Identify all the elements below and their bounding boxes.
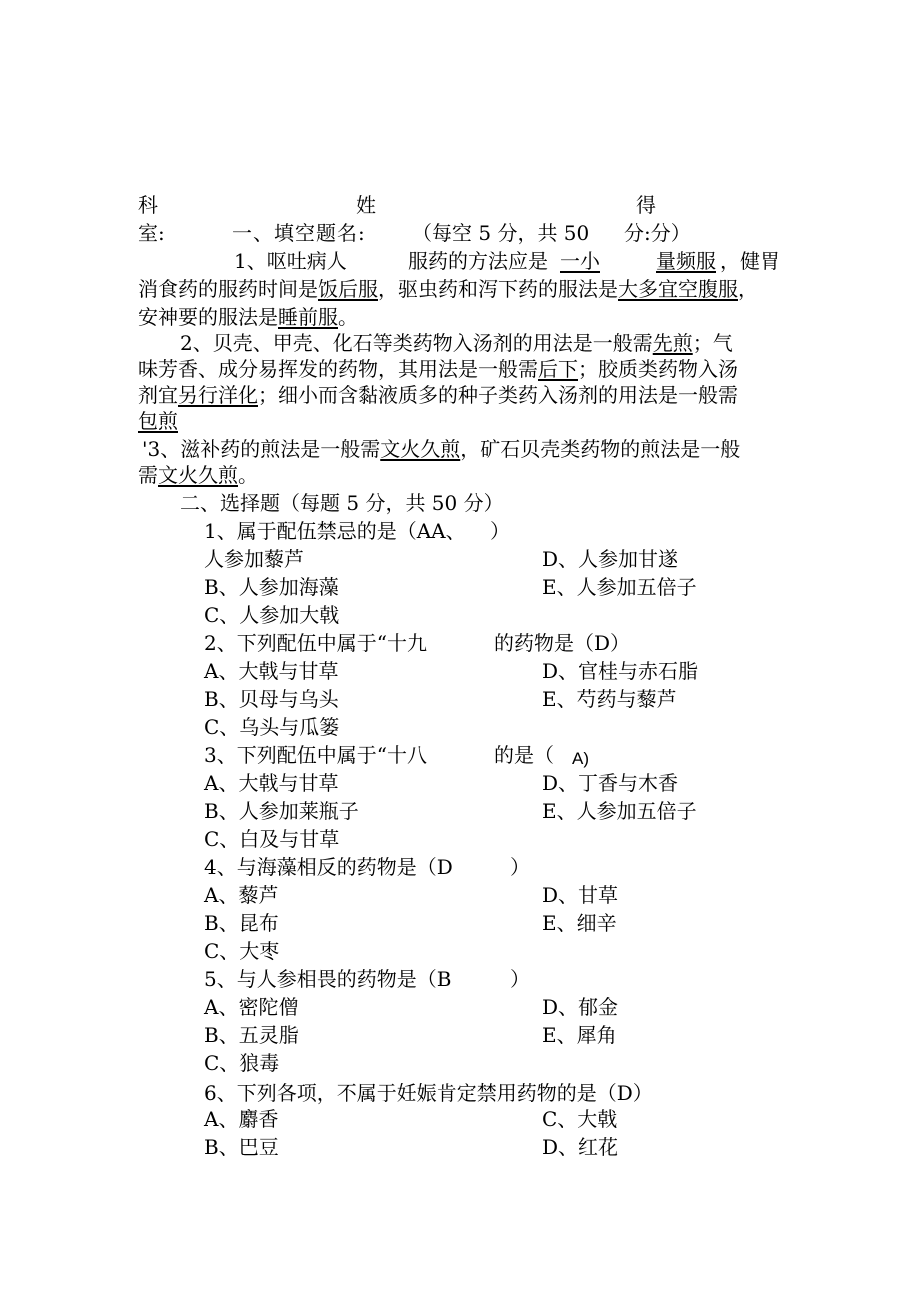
- choice-q5-stem: 5、与人参相畏的药物是（B: [204, 967, 452, 991]
- choice-q4-stem: 4、与海藻相反的药物是（D: [204, 855, 453, 879]
- choice-q1-option-c: C、人参加大戟: [204, 603, 340, 627]
- fill-q1-mid: 服药的方法应是: [408, 249, 548, 273]
- choice-q1-option-d: D、人参加甘遂: [542, 547, 679, 571]
- fill-q2-line2: [138, 356, 738, 382]
- choice-q5-close: ）: [510, 967, 530, 991]
- choice-q2-option-e: E、芍药与藜芦: [542, 687, 677, 711]
- choice-q3-stem-2: 的是（: [494, 743, 554, 767]
- section2-title: 二、选择题（每题 5 分，共 50 分）: [180, 491, 504, 515]
- choice-q4-option-e: E、细辛: [542, 911, 617, 935]
- fill-q1-answer-4: 大多宜空腹服: [618, 277, 738, 301]
- section1-score: （每空 5 分，共 50: [412, 221, 590, 245]
- choice-q5-option-c: C、狼毒: [204, 1051, 280, 1075]
- fill-q2-answer-3: 另行洋化: [178, 383, 258, 407]
- fill-q2-l2-pre: 味芳香、成分易挥发的药物，其用法是一般需: [138, 357, 538, 381]
- choice-q6-option-b: B、巴豆: [204, 1135, 279, 1159]
- fill-q1-answer-3: 饭后服: [318, 277, 378, 301]
- fill-q1-l3-pre: 安神要的服法是: [138, 305, 278, 329]
- choice-q3-answer: A): [572, 749, 589, 768]
- choice-q1-close: ）: [490, 519, 510, 543]
- choice-q3-option-b: B、人参加莱瓶子: [204, 799, 359, 823]
- fill-q3-line1: [142, 436, 740, 462]
- choice-q3-option-a: A、大戟与甘草: [204, 771, 339, 795]
- choice-q6-option-c: C、大戟: [542, 1107, 618, 1131]
- choice-q2-option-c: C、乌头与瓜篓: [204, 715, 340, 739]
- fill-q1-answer-1: 一小: [560, 249, 600, 273]
- choice-q1-option-a: 人参加藜芦: [204, 547, 304, 571]
- choice-q5-option-a: A、密陀僧: [204, 995, 299, 1019]
- choice-q1-option-e: E、人参加五倍子: [542, 575, 697, 599]
- fill-q3-line2: [138, 462, 258, 488]
- header-shi: 室:: [138, 221, 165, 245]
- header-de: 得: [636, 193, 656, 217]
- choice-q3-option-c: C、白及与甘草: [204, 827, 340, 851]
- choice-q2-stem: 2、下列配伍中属于“十九: [204, 631, 427, 655]
- fill-q1-l3-end: 。: [338, 305, 358, 329]
- fill-q2-l3-end: ；细小而含黏液质多的种子类药入汤剂的用法是一般需: [258, 383, 738, 407]
- fill-q1-end: ，健胃: [720, 249, 780, 273]
- section1-fen: 分:分）: [624, 221, 691, 245]
- choice-q1-stem: 1、属于配伍禁忌的是（AA、: [204, 519, 466, 543]
- choice-q4-option-b: B、昆布: [204, 911, 279, 935]
- fill-q2-answer-2: 后下: [538, 357, 578, 381]
- fill-q2-answer-4: 包煎: [138, 409, 178, 433]
- fill-q2-line1: [180, 330, 733, 356]
- choice-q4-option-a: A、藜芦: [204, 883, 279, 907]
- fill-q1-answer-5: 睡前服: [278, 305, 338, 329]
- section1-title: 一、填空题名:: [232, 221, 366, 245]
- choice-q2-option-b: B、贝母与乌头: [204, 687, 339, 711]
- fill-q1-line3: [138, 304, 358, 330]
- fill-q1-answer-2: 量频服: [656, 249, 716, 273]
- fill-q2-l1-pre: 2、贝壳、甲壳、化石等类药物入汤剂的用法是一般需: [180, 331, 653, 355]
- fill-q1-l2-pre: 消食药的服药时间是: [138, 277, 318, 301]
- fill-q1-l2-end: ，: [738, 277, 758, 301]
- choice-q2-option-a: A、大戟与甘草: [204, 659, 339, 683]
- choice-q2-stem-2: 的药物是（D）: [494, 631, 631, 655]
- choice-q3-option-e: E、人参加五倍子: [542, 799, 697, 823]
- fill-q3-l1-end: ，矿石贝壳类药物的煎法是一般: [460, 437, 741, 461]
- choice-q5-option-b: B、五灵脂: [204, 1023, 299, 1047]
- fill-q3-l2-end: 。: [238, 463, 258, 487]
- choice-q6-option-a: A、麝香: [204, 1107, 279, 1131]
- fill-q3-l1-pre: '3、滋补药的煎法是一般需: [142, 437, 381, 461]
- header-xing: 姓: [356, 193, 376, 217]
- fill-q1-l2-mid: ，驱虫药和泻下药的服法是: [378, 277, 618, 301]
- choice-q2-option-d: D、官桂与赤石脂: [542, 659, 699, 683]
- fill-q2-l1-end: ；气: [692, 331, 733, 355]
- choice-q4-option-c: C、大枣: [204, 939, 280, 963]
- choice-q5-option-e: E、犀角: [542, 1023, 617, 1047]
- fill-q2-answer-1: 先煎: [652, 331, 693, 355]
- fill-q3-answer-1: 文火久煎: [380, 437, 461, 461]
- fill-q2-l3-pre: 剂宜: [138, 383, 178, 407]
- choice-q1-option-b: B、人参加海藻: [204, 575, 339, 599]
- fill-q2-line3: [138, 382, 738, 408]
- fill-q1-prefix: 1、呕吐病人: [234, 249, 347, 273]
- choice-q3-stem: 3、下列配伍中属于“十八: [204, 743, 427, 767]
- choice-q6-option-d: D、红花: [542, 1135, 619, 1159]
- choice-q6-stem: 6、下列各项，不属于妊娠肯定禁用药物的是（D）: [204, 1081, 653, 1105]
- fill-q3-answer-2: 文火久煎: [158, 463, 238, 487]
- choice-q3-option-d: D、丁香与木香: [542, 771, 679, 795]
- choice-q5-option-d: D、郁金: [542, 995, 619, 1019]
- fill-q1-line2: [138, 276, 758, 302]
- choice-q4-close: ）: [510, 855, 530, 879]
- fill-q3-l2-pre: 需: [138, 463, 158, 487]
- header-ke: 科: [138, 193, 158, 217]
- choice-q4-option-d: D、甘草: [542, 883, 619, 907]
- fill-q2-l2-end: ；胶质类药物入汤: [578, 357, 738, 381]
